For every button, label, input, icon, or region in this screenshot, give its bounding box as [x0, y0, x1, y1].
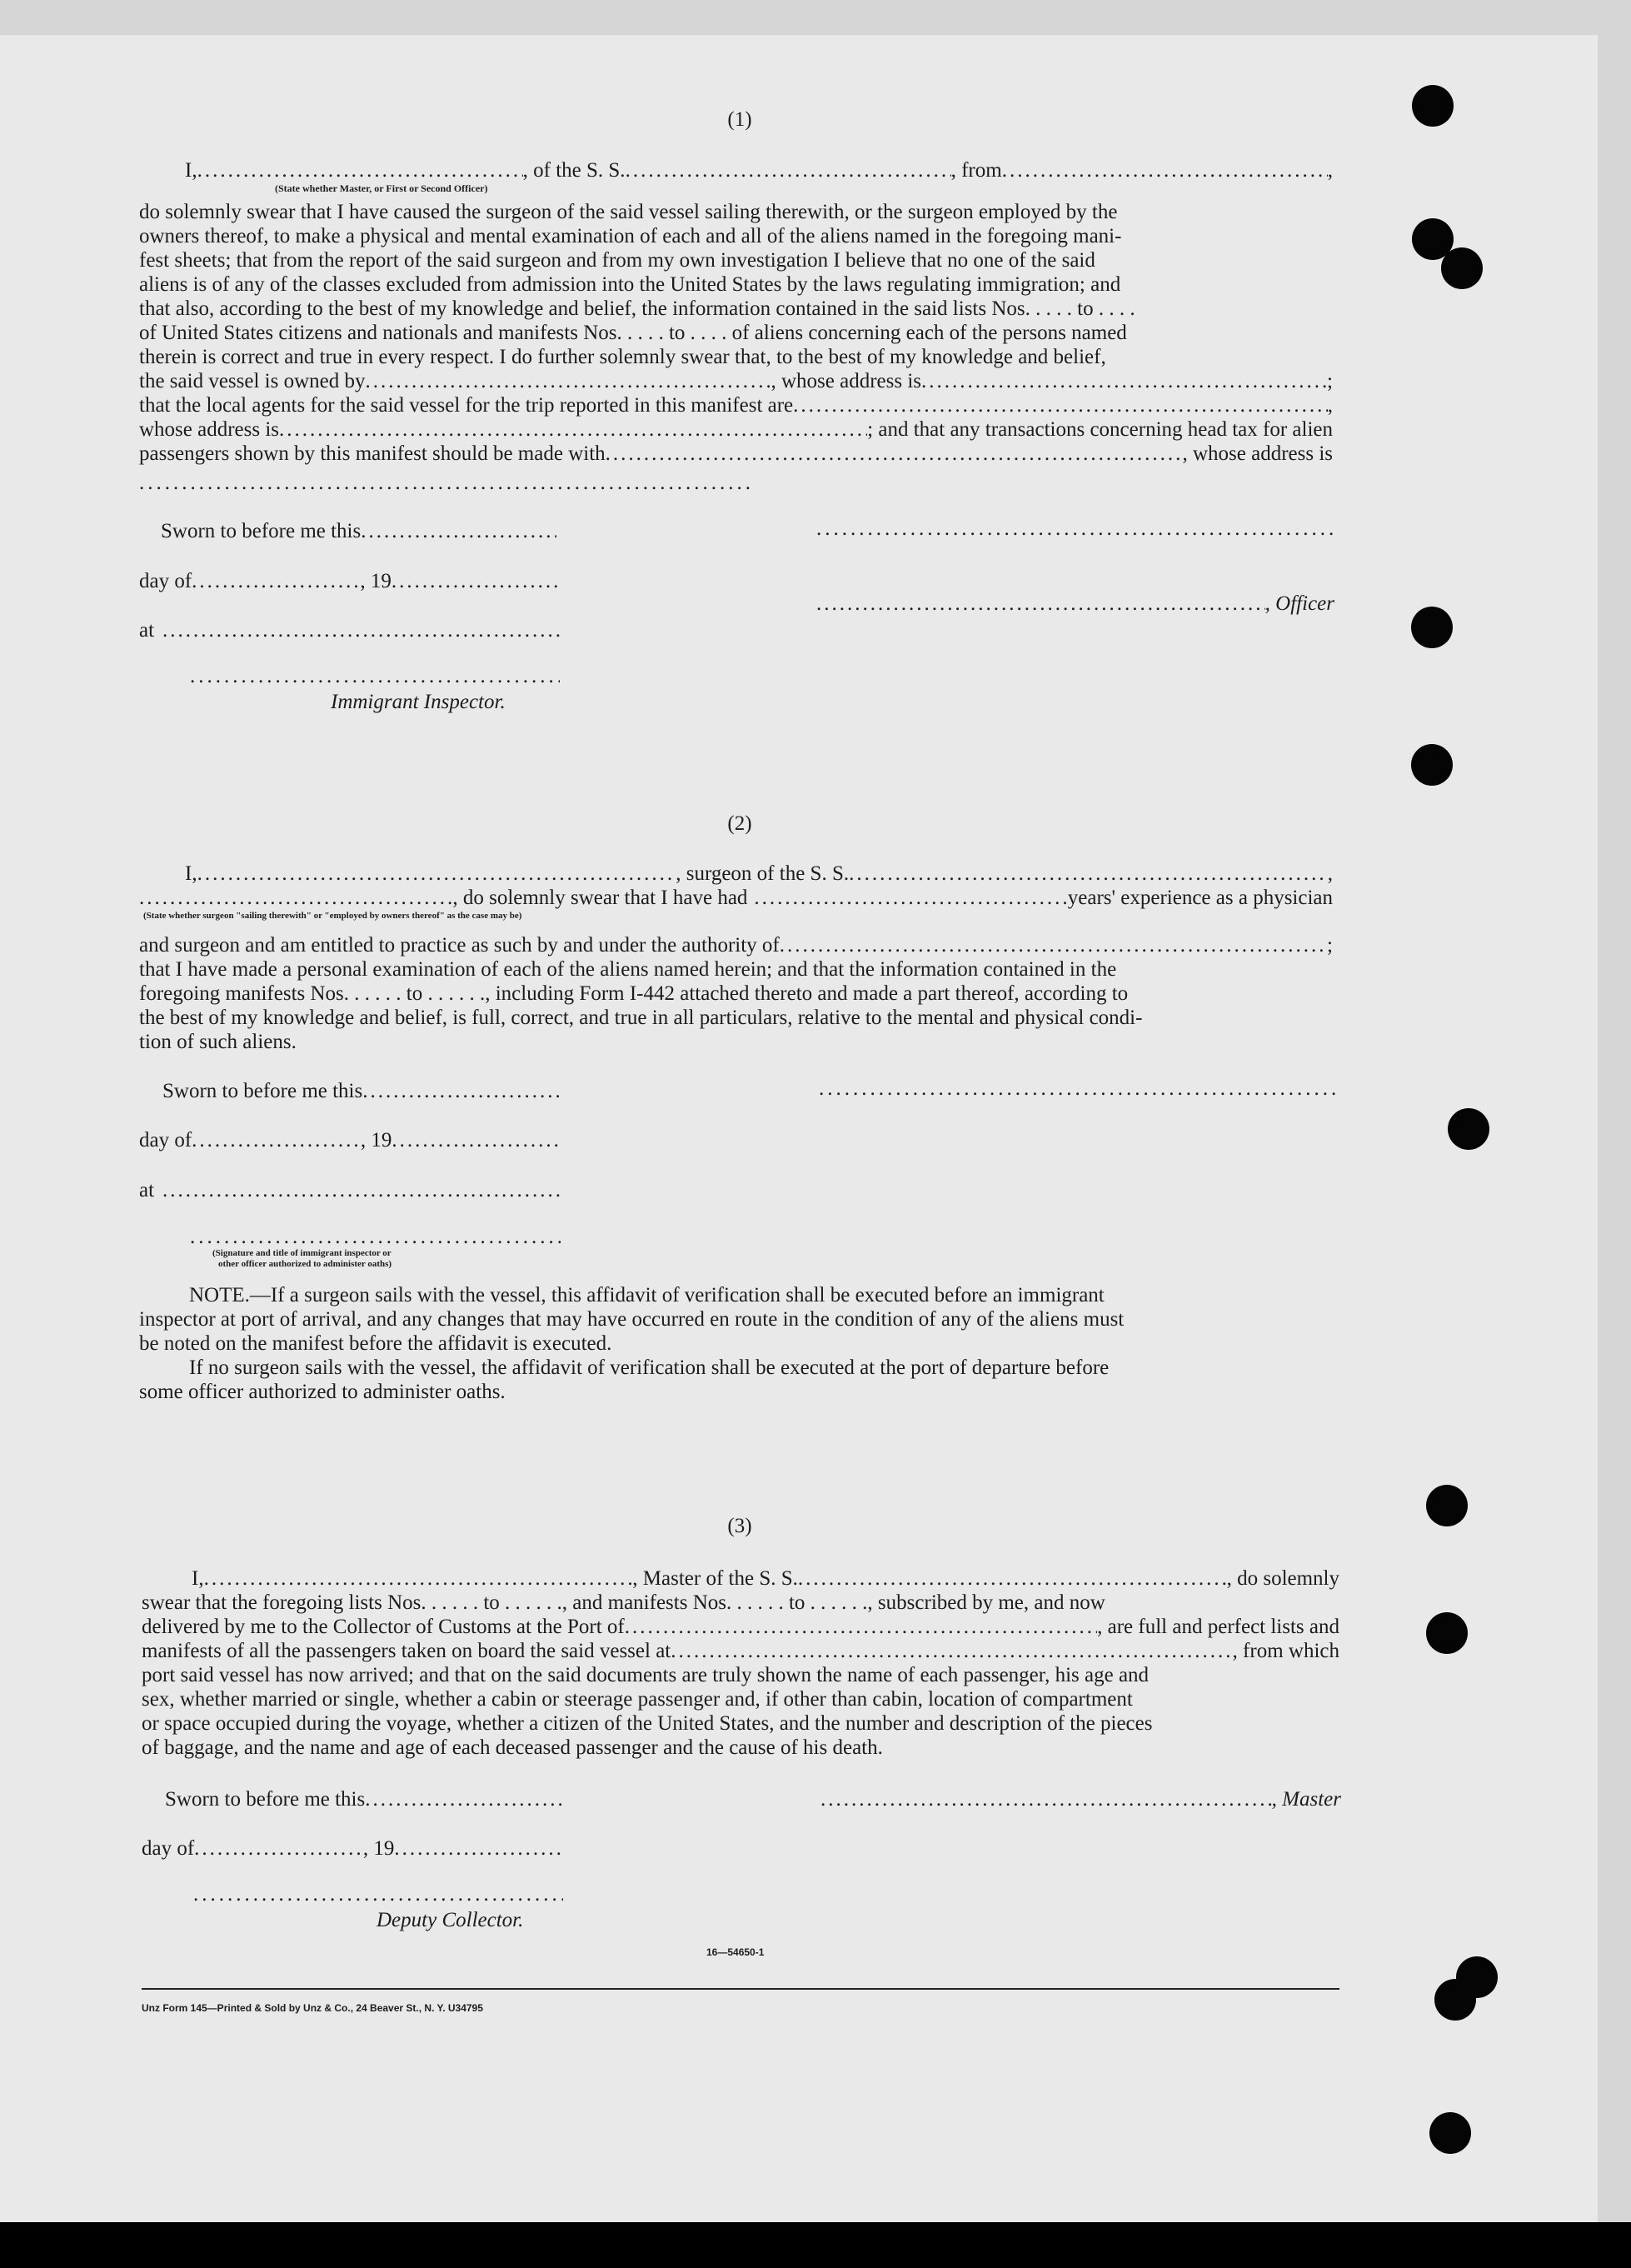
scan-bottom-edge — [0, 2222, 1631, 2268]
section-3-heading: (3) — [727, 1515, 752, 1537]
s3-text: , 19 — [362, 1837, 395, 1860]
blank-collector-signature-field[interactable] — [193, 1886, 563, 1903]
s1-text: ; — [1327, 370, 1333, 392]
blank-inspector-signature-field[interactable] — [190, 668, 560, 685]
s3-text: delivered by me to the Collector of Customs at the Port of — [142, 1616, 625, 1638]
blank-surgeon-signature-field[interactable] — [819, 1081, 1335, 1097]
text-line: of baggage, and the name and age of each deceased passenger and the cause of his death. — [142, 1736, 883, 1759]
punch-hole-icon — [1441, 247, 1483, 289]
s1-text: , whose address is — [771, 370, 922, 392]
blank-master-field[interactable] — [197, 158, 523, 182]
blank-sworn-field[interactable] — [365, 1787, 563, 1811]
s3-text: , from which — [1232, 1640, 1339, 1662]
blank-vessel-field[interactable] — [626, 158, 951, 182]
s1-text: , — [1327, 394, 1333, 417]
s1-text: , of the S. S. — [522, 159, 626, 182]
printer-footer: Unz Form 145—Printed & Sold by Unz & Co., 24 Beaver St., N. Y. U34795 — [142, 2002, 483, 2014]
text-line: do solemnly swear that I have caused the surgeon of the said vessel sailing therewith, or the surgeon employed by the — [139, 201, 1118, 223]
blank-boarding-port-field[interactable] — [671, 1639, 1232, 1663]
blank-head-tax-field[interactable] — [606, 442, 1183, 466]
blank-officer-title-field[interactable] — [816, 592, 1265, 616]
text-line: If no surgeon sails with the vessel, the affidavit of verification shall be executed at the port of departure before — [189, 1356, 1110, 1379]
text-line: aliens is of any of the classes excluded from admission into the United States by the laws regulating immigration; and — [139, 273, 1121, 296]
s2-text: I, — [185, 862, 197, 885]
s1-text: , from — [950, 159, 1002, 182]
text-line: inspector at port of arrival, and any changes that may have occurred en route in the condition of any of the aliens must — [139, 1308, 1125, 1331]
s2-day-line — [139, 1128, 561, 1152]
blank-port-field[interactable] — [625, 1615, 1097, 1639]
blank-master-signature-field[interactable] — [820, 1787, 1272, 1811]
s2-field-note: (State whether surgeon "sailing therewith" or "employed by owners thereof" as the case may be) — [143, 911, 522, 921]
section-2-heading: (2) — [727, 812, 752, 835]
s2-text: years' experience as a physician — [1067, 887, 1334, 909]
text-line: or space occupied during the voyage, whether a citizen of the United States, and the number and description of the pieces — [142, 1712, 1153, 1735]
text-line: of United States citizens and nationals and manifests Nos. . . . . to . . . . of aliens concerning each of the persons named — [139, 322, 1127, 344]
s2-line-2 — [139, 886, 1333, 910]
s2-text: Sworn to before me this — [162, 1080, 363, 1102]
text-line: some officer authorized to administer oaths. — [139, 1381, 506, 1403]
s1-sworn-line — [161, 519, 556, 543]
s2-text: ; — [1327, 934, 1333, 957]
port-line — [142, 1615, 1339, 1639]
s1-at-line — [139, 618, 560, 642]
blank-inspector-signature-field[interactable] — [190, 1229, 561, 1246]
deputy-collector-label: Deputy Collector. — [377, 1909, 524, 1931]
blank-day-field[interactable] — [194, 1836, 363, 1861]
s2-note-body — [139, 1283, 1337, 1404]
s3-line-1 — [192, 1566, 1339, 1591]
blank-officer-signature-field[interactable] — [816, 521, 1333, 537]
s1-line-1 — [185, 158, 1333, 182]
s3-text: , do solemnly — [1226, 1567, 1340, 1590]
blank-year-field[interactable] — [392, 569, 560, 593]
blank-at-field[interactable] — [162, 618, 560, 642]
blank-from-field[interactable] — [1002, 158, 1328, 182]
s1-text: , — [1327, 159, 1334, 182]
s2-text: , 19 — [360, 1129, 392, 1151]
blank-authority-field[interactable] — [780, 933, 1327, 957]
blank-day-field[interactable] — [192, 569, 360, 593]
s2-text: , — [1327, 862, 1334, 885]
text-line: foregoing manifests Nos. . . . . . to . . . . . ., including Form I-442 attached thereto and made a part thereof, according to — [139, 982, 1129, 1005]
s3-text: Sworn to before me this — [165, 1788, 366, 1811]
blank-year-field[interactable] — [394, 1836, 563, 1861]
text-line: be noted on the manifest before the affidavit is executed. — [139, 1332, 612, 1355]
immigrant-inspector-label: Immigrant Inspector. — [331, 691, 506, 713]
s1-text: that the local agents for the said vessel for the trip reported in this manifest are — [139, 394, 794, 417]
footer-rule — [142, 1988, 1339, 1990]
blank-agent-address-field[interactable] — [279, 417, 867, 442]
s3-text: , Master — [1271, 1788, 1341, 1811]
s2-authority-line — [139, 933, 1333, 957]
passengers-line — [139, 442, 1333, 466]
owned-line — [139, 369, 1333, 393]
text-line: tion of such aliens. — [139, 1031, 297, 1053]
s3-body — [142, 1591, 1339, 1760]
blank-surgeon-name-field[interactable] — [197, 862, 676, 886]
s1-text: Sworn to before me this — [161, 520, 362, 542]
s1-text: whose address is — [139, 418, 280, 441]
text-line: therein is correct and true in every respect. I do further solemnly swear that, to the best of my knowledge and belief, — [139, 346, 1106, 368]
blank-master-name-field[interactable] — [204, 1566, 633, 1591]
s1-text: the said vessel is owned by — [139, 370, 366, 392]
s2-text: , surgeon of the S. S. — [676, 862, 850, 885]
s1-text: , 19 — [360, 570, 392, 592]
s1-body — [139, 200, 1333, 466]
s1-text: , Officer — [1264, 592, 1334, 615]
s2-text: and surgeon and am entitled to practice as such by and under the authority of — [139, 934, 780, 957]
s1-text: at — [139, 619, 155, 642]
s1-text: ; and that any transactions concerning head tax for alien — [867, 418, 1333, 441]
text-line: NOTE.—If a surgeon sails with the vessel, this affidavit of verification shall be executed before an immigrant — [189, 1284, 1105, 1306]
s2-signature-note: other officer authorized to administer oaths) — [218, 1259, 392, 1269]
blank-sworn-field[interactable] — [361, 519, 556, 543]
s3-day-line — [142, 1836, 563, 1861]
s1-text: day of — [139, 570, 192, 592]
punch-hole-icon — [1456, 1956, 1498, 1998]
text-line: the best of my knowledge and belief, is full, correct, and true in all particulars, relative to the mental and physical condi- — [139, 1007, 1143, 1029]
s1-text: I, — [185, 159, 197, 182]
s2-body — [139, 957, 1333, 1054]
text-line: fest sheets; that from the report of the said surgeon and from my own investigation I believe that no one of the said — [139, 249, 1095, 272]
form-code: 16—54650-1 — [706, 1946, 765, 1958]
text-line: port said vessel has now arrived; and that on the said documents are truly shown the name of each passenger, his age and — [142, 1664, 1150, 1686]
punch-hole-icon — [1448, 1108, 1489, 1150]
s2-text: , do solemnly swear that I have had — [452, 887, 748, 909]
s1-day-line — [139, 569, 560, 593]
s1-text: , whose address is — [1182, 442, 1333, 465]
s3-text: I, — [192, 1567, 204, 1590]
s3-text: , Master of the S. S. — [632, 1567, 798, 1590]
blank-vessel-field[interactable] — [798, 1566, 1227, 1591]
text-line: sex, whether married or single, whether a cabin or steerage passenger and, if other than cabin, location of compartment — [142, 1688, 1133, 1711]
blank-owner-address-field[interactable] — [921, 369, 1327, 393]
s2-text: at — [139, 1179, 155, 1201]
s2-line-1 — [185, 862, 1333, 886]
boarded-line — [142, 1639, 1339, 1663]
punch-hole-icon — [1412, 85, 1454, 127]
s2-signature-note: (Signature and title of immigrant inspector or — [212, 1248, 392, 1258]
punch-hole-icon — [1429, 2112, 1471, 2154]
text-line: that I have made a personal examination of each of the aliens named herein; and that the information contained in the — [139, 958, 1117, 981]
blank-vessel-field[interactable] — [849, 862, 1328, 886]
agents-line — [139, 393, 1333, 417]
s3-text: manifests of all the passengers taken on board the said vessel at — [142, 1640, 671, 1662]
blank-sworn-field[interactable] — [362, 1079, 561, 1103]
punch-hole-icon — [1411, 607, 1453, 648]
blank-day-field[interactable] — [192, 1128, 361, 1152]
blank-agents-field[interactable] — [793, 393, 1328, 417]
whose-address-line — [139, 417, 1333, 442]
s2-text: day of — [139, 1129, 192, 1151]
blank-surgeon-status-field[interactable] — [139, 886, 452, 910]
punch-hole-icon — [1411, 744, 1453, 786]
text-line: that also, according to the best of my knowledge and belief, the information contained in the said lists Nos. . . . . to . . . . — [139, 297, 1135, 320]
blank-head-tax-address-field[interactable] — [139, 475, 751, 492]
s3-text: , are full and perfect lists and — [1097, 1616, 1339, 1638]
punch-hole-icon — [1426, 1612, 1468, 1654]
s1-text: passengers shown by this manifest should be made with — [139, 442, 606, 465]
s3-master-line — [820, 1787, 1341, 1811]
blank-at-field[interactable] — [162, 1178, 561, 1202]
s2-at-line — [139, 1178, 561, 1202]
s3-text: day of — [142, 1837, 195, 1860]
s3-sworn-line — [165, 1787, 563, 1811]
text-line: owners thereof, to make a physical and mental examination of each and all of the aliens named in the foregoing mani- — [139, 225, 1122, 247]
text-line: swear that the foregoing lists Nos. . . . . . to . . . . . ., and manifests Nos. . . . . . to . . . . . ., subscribed by me, and now — [142, 1591, 1105, 1614]
section-1-heading: (1) — [727, 108, 752, 131]
blank-owner-field[interactable] — [365, 369, 771, 393]
s1-officer-line — [816, 592, 1334, 616]
s1-field-note: (State whether Master, or First or Second Officer) — [275, 182, 488, 194]
blank-year-field[interactable] — [392, 1128, 561, 1152]
punch-hole-icon — [1426, 1485, 1468, 1526]
s2-sworn-line — [162, 1079, 561, 1103]
blank-years-field[interactable] — [747, 886, 1067, 910]
